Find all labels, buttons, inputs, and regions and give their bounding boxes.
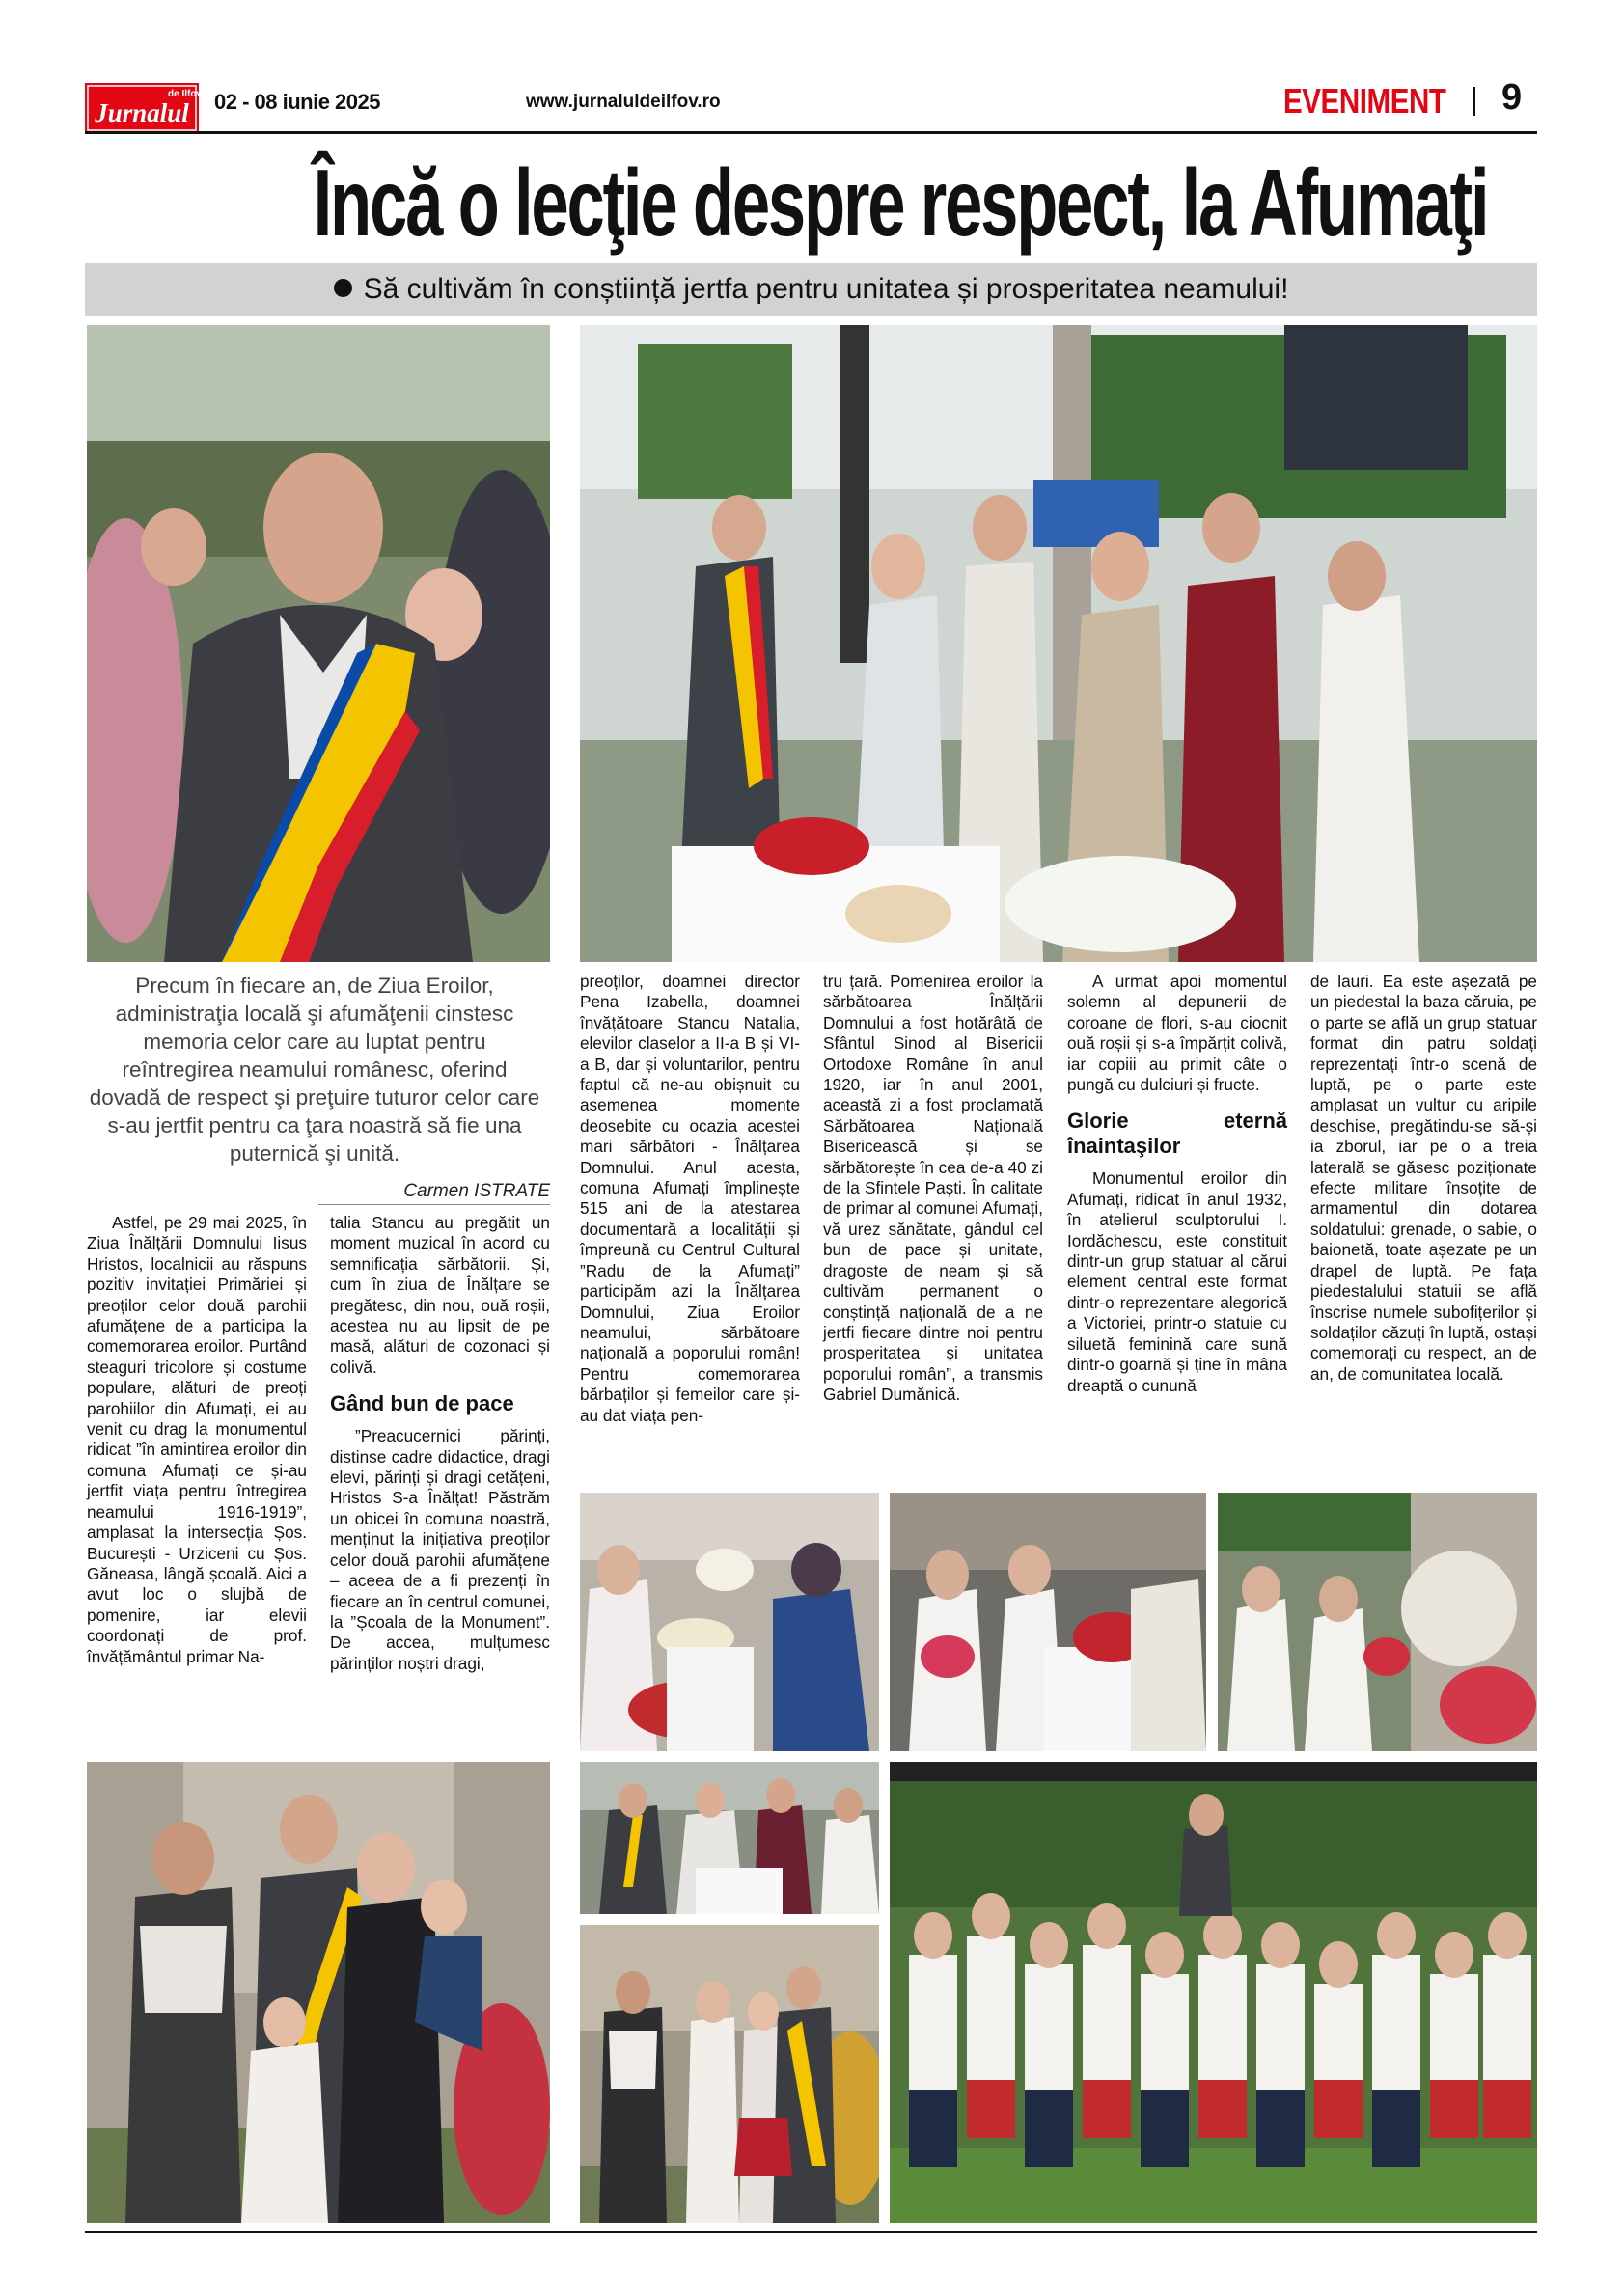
- subheadline-text: Să cultivăm în conștiință jertfa pentru unitatea și prosperitatea neamului!: [363, 273, 1289, 305]
- body-paragraph: preoților, doamnei director Pena Izabella, doamnei învățătoare Stancu Natalia, elevilor claselor a II-a B și VI-a B, dar și voluntarilor, pentru faptul că ne-au obișnuit cu asemenea momente deosebite cu ocazia acestei mari sărbători - Înălțarea Domnului. Anul acesta, comuna Afumați împlinește 515 ani de la atestarea documentară a localității și împreună cu Centrul Cultural ”Radu de la Afumați” participăm azi la Înălțarea Domnului, Ziua Eroilor neamului, sărbătoare națională a poporului român! Pentru comemorarea bărbaților și femeilor care și-au dat viața pen-: [580, 972, 800, 1425]
- photo-children-baskets: [580, 1493, 879, 1751]
- header-separator: [1473, 87, 1475, 116]
- header-rule: [85, 131, 1537, 134]
- issue-date: 02 - 08 iunie 2025: [214, 90, 380, 114]
- page-number: 9: [1501, 77, 1523, 118]
- photo-mayor-sash: [87, 325, 550, 962]
- subheadline: [85, 263, 1537, 316]
- body-column-2: [330, 1213, 550, 1674]
- subhead-glorie: Glorie eternă înaintaşilor: [1067, 1109, 1287, 1159]
- body-paragraph: Astfel, pe 29 mai 2025, în Ziua Înălțării Domnului Iisus Hristos, localnicii au răspuns pozitiv invitației Primăriei și preoților celor două parohii afumățene de a participa la comemorarea eroilor. Purtând steaguri tricolore și costume populare, alături de preoți parohiilor din Afumați, ei au venit cu drag la monumentul ridicat ”în amintirea eroilor din comuna Afumați ce și-au jertfit viața pentru întregirea neamului 1916-1919”, amplasat la intersecția Șos. București - Urziceni cu Șos. Găneasa, lângă școală. Aici a avut loc o slujbă de pomenire, iar elevii coordonați de prof. învățământul primar Na-: [87, 1213, 307, 1666]
- site-url[interactable]: www.jurnaluldeilfov.ro: [526, 92, 721, 112]
- headline-text: Încă o lecţie despre respect, la Afumaţi: [313, 150, 1488, 256]
- bullet-icon: [334, 279, 352, 297]
- photo-family-group: [87, 1762, 550, 2223]
- body-paragraph: Monumentul eroilor din Afumați, ridicat în anul 1932, în atelierul sculptorului I. Iordăchescu, este constituit dintr-un grup statuar al cărui element central este format dintr-o reprezentare alegorică a Victoriei, printr-o statuie cu siluetă feminină care sună dintr-o goarnă și ține în mâna dreaptă o cunună: [1067, 1168, 1287, 1395]
- newspaper-logo: [85, 83, 199, 133]
- photo-children-monument: [1218, 1493, 1537, 1751]
- section-label: EVENIMENT: [1283, 81, 1446, 121]
- body-paragraph: A urmat apoi momentul solemn al depunerii de coroane de flori, s-au ciocnit ouă roșii și s-a împărțit colivă, iar copiii au primit câte o pungă cu dulciuri și fructe.: [1067, 972, 1287, 1095]
- body-paragraph: ”Preacucernici părinți, distinse cadre didactice, dragi elevi, părinți și dragi cetățeni, Hristos S-a Înălțat! Păstrăm un obicei în comuna noastră, menținut la inițiativa preoților celor două parohii afumățene – aceea de a fi prezenți în fiecare an în centrul comunei, la ”Școala de la Monument”. De accea, mulțumesc părinților noștri dragi,: [330, 1426, 550, 1673]
- photo-priests-ceremony: [580, 325, 1537, 962]
- photo-girls-flowers: [890, 1493, 1206, 1751]
- logo-main-text: Jurnalul: [95, 98, 189, 127]
- article-lead: Precum în fiecare an, de Ziua Eroilor, administraţia locală şi afumăţenii cinstesc memoria celor care au luptat pentru reîntregirea neamului românesc, oferind dovadă de respect şi preţuire tuturor celor care s-au jertfit pentru ca ţara noastră să fie una puternică şi unită.: [89, 974, 540, 1166]
- photo-mayor-folk-costumes: [580, 1925, 879, 2223]
- body-column-4: [823, 972, 1043, 1406]
- photo-mayor-blessing: [580, 1762, 879, 1914]
- subhead-gand-bun: Gând bun de pace: [330, 1391, 514, 1416]
- body-paragraph: talia Stancu au pregătit un moment muzical în acord cu semnificația sărbătorii. Și, cum în ziua de Înălțare se pregătesc, din nou, ouă roșii, acestea nu au lipsit de pe masă, alături de cozonaci și colivă.: [330, 1213, 550, 1377]
- body-column-1: [87, 1213, 307, 1667]
- photo-children-choir: [890, 1762, 1537, 2223]
- body-column-5: [1067, 972, 1287, 1396]
- article-author: Carmen ISTRATE: [318, 1181, 550, 1205]
- headline: [85, 150, 1537, 256]
- body-column-6: [1310, 972, 1537, 1385]
- body-column-3: [580, 972, 800, 1426]
- body-paragraph: tru țară. Pomenirea eroilor la sărbătoarea Înălțării Domnului a fost hotărâtă de Sfântul Sinod al Bisericii Ortodoxe Române în anul 1920, iar în anul 2001, această zi a fost proclamată Sărbătoarea Națională Bisericească și se sărbătorește în cea de-a 40 zi de la Sfintele Paști. În calitate de primar al comunei Afumați, vă urez sănătate, gândul cel bun de pace și unitate, dragoste de neam și să cultivăm permanent o conștință națională de a ne jertfi fiecare dintre noi pentru prosperitatea și unitatea poporului român”, a transmis Gabriel Dumănică.: [823, 972, 1043, 1405]
- logo-top-text: de Ilfov: [168, 89, 199, 99]
- footer-rule: [85, 2231, 1537, 2233]
- body-paragraph: de lauri. Ea este așezată pe un piedestal la baza căruia, pe o parte se află un grup statuar format din patru soldați reprezentați într-o scenă de luptă, pe o parte este amplasat un vultur cu aripile deschise, pregătindu-se să-și ia zborul, iar pe o a treia laterală se găsesc poziționate efecte militare însoțite de armamentul din dotarea soldatului: grenade, o sabie, o baionetă, toate așezate pe un drapel de luptă. Pe fața piedestalului statuii se află înscrise numele subofițerilor și soldaților căzuți în luptă, ostași comemorați cu respect, an de an, de comunitatea locală.: [1310, 972, 1537, 1384]
